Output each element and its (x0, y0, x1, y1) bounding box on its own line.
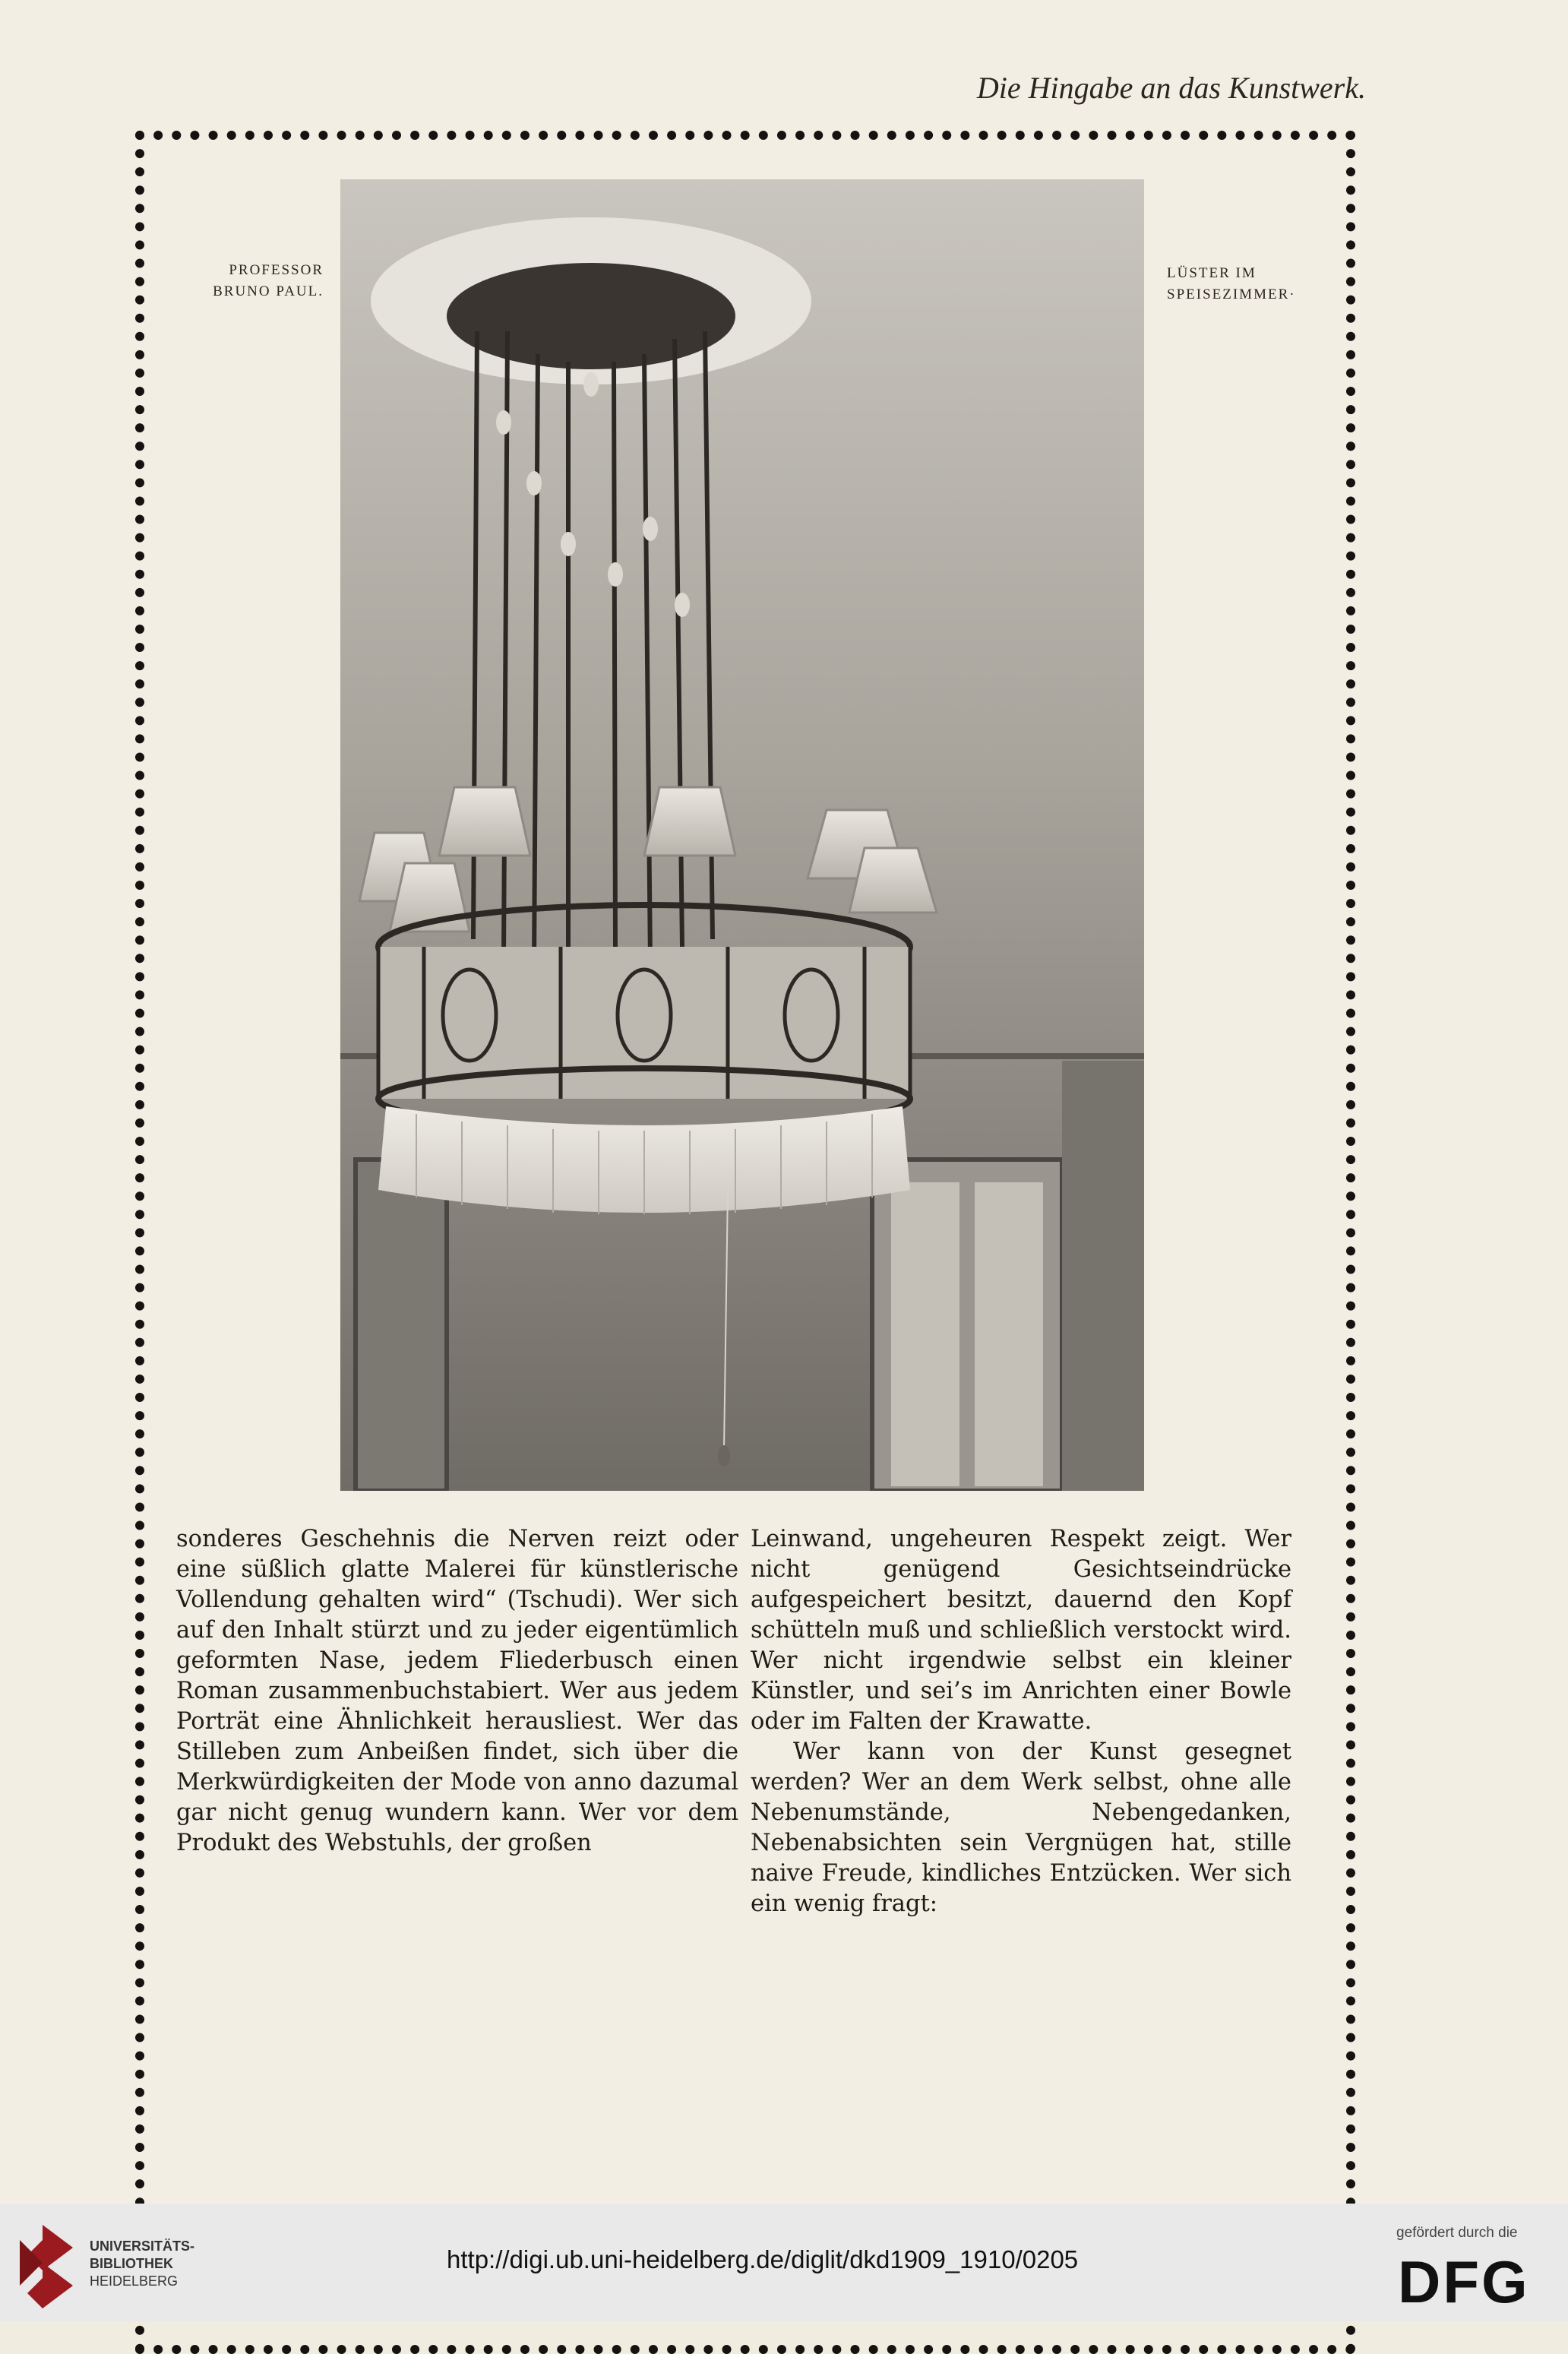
running-title: Die Hingabe an das Kunstwerk. (976, 71, 1366, 105)
caption-line: PROFESSOR (229, 262, 324, 278)
library-logo-icon (20, 2225, 81, 2308)
figure-caption-right (1167, 263, 1334, 305)
figure-caption-left (187, 260, 324, 302)
dfg-logo: DFG (1398, 2248, 1530, 2315)
library-name-line: BIBLIOTHEK (90, 2256, 173, 2271)
library-name-line: HEIDELBERG (90, 2273, 179, 2289)
body-text-right-column (751, 1524, 1291, 1919)
caption-line: LÜSTER IM (1167, 265, 1257, 281)
library-name-line: UNIVERSITÄTS- (90, 2239, 195, 2254)
chandelier-photograph (340, 179, 1144, 1491)
library-name (90, 2238, 194, 2290)
permalink-url[interactable]: http://digi.ub.uni-heidelberg.de/diglit/dkd1909_1910/0205 (447, 2245, 1079, 2273)
chandelier-illustration (340, 179, 1144, 1491)
paragraph: sonderes Geschehnis die Nerven reizt oder eine süßlich glatte Malerei für künstlerische Vollendung gehalten wird“ (Tschudi). Wer sich auf den Inhalt stürzt und zu jeder eigentümlich geformten Nase, jedem Fliederbusch einen Roman zusammenbuchstabiert. Wer aus jedem Porträt eine Ähnlichkeit herausliest. Wer das Stilleben zum Anbeißen findet, sich über die Merkwürdigkeiten der Mode von anno dazumal gar nicht genug wundern kann. Wer vor dem Produkt des Webstuhls, der großen (176, 1526, 738, 1856)
body-text-left-column (176, 1524, 738, 1859)
caption-line: SPEISEZIMMER· (1167, 286, 1296, 302)
paragraph: Leinwand, ungeheuren Respekt zeigt. Wer nicht genügend Gesichtseindrücke aufgespeichert besitzt, dauernd den Kopf schütteln muß und schließlich verstockt wird. Wer nicht irgendwie selbst ein kleiner Künstler, und sei’s im Anrichten einer Bowle oder im Falten der Krawatte. (751, 1526, 1291, 1735)
paragraph: Wer kann von der Kunst gesegnet werden? Wer an dem Werk selbst, ohne alle Nebenumstände, Nebengedanken, Nebenabsichten sein Vergnügen hat, stille naive Freude, kindliches Entzücken. Wer sich ein wenig fragt: (751, 1739, 1291, 1917)
funded-by-label: gefördert durch die (1396, 2225, 1518, 2241)
caption-line: BRUNO PAUL. (213, 283, 324, 299)
